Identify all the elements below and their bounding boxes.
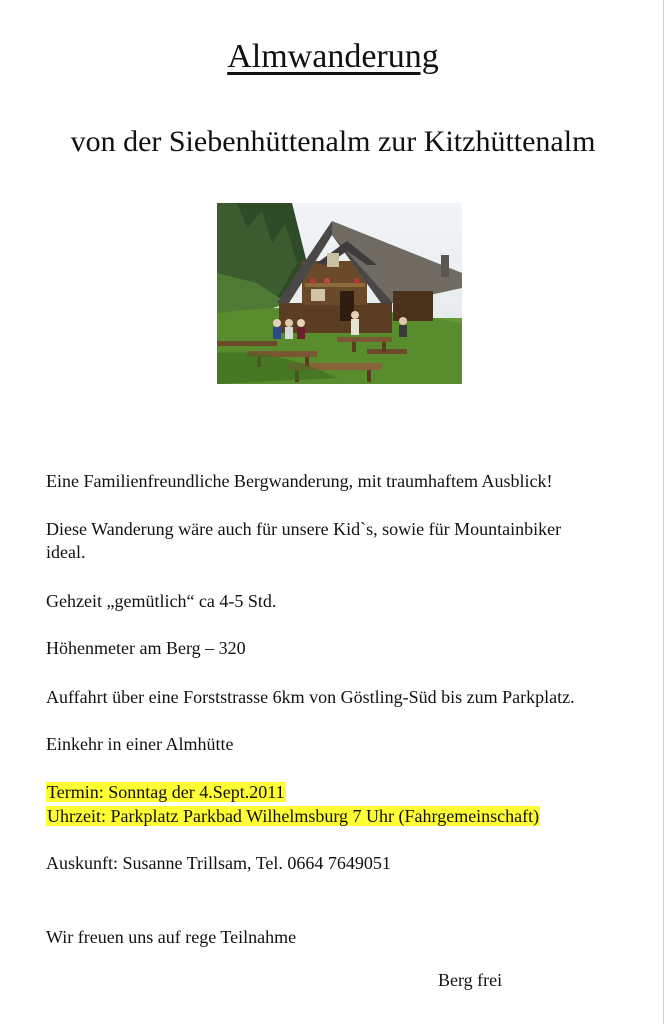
alpine-hut-photo	[217, 203, 462, 384]
page-title: Almwanderung	[227, 38, 439, 75]
kids-text-line-2: ideal.	[46, 542, 86, 562]
signoff-text: Berg frei	[438, 970, 503, 990]
event-date-text	[46, 780, 286, 804]
elevation-text: Höhenmeter am Berg – 320	[46, 638, 246, 658]
meeting-time-text	[46, 804, 540, 828]
meeting-time-highlight: Uhrzeit: Parkplatz Parkbad Wilhelmsburg 7 Uhr (Fahrgemeinschaft)	[47, 806, 540, 826]
page-subtitle: von der Siebenhüttenalm zur Kitzhüttenalm	[70, 125, 596, 158]
contact-info-text: Auskunft: Susanne Trillsam, Tel. 0664 7649051	[46, 853, 391, 873]
intro-text: Eine Familienfreundliche Bergwanderung, mit traumhaftem Ausblick!	[46, 471, 553, 491]
hut-stop-text: Einkehr in einer Almhütte	[46, 734, 234, 754]
closing-text: Wir freuen uns auf rege Teilnahme	[46, 927, 297, 947]
walking-time-text: Gehzeit „gemütlich“ ca 4-5 Std.	[46, 591, 277, 611]
kids-text-line-1: Diese Wanderung wäre auch für unsere Kid`s, sowie für Mountainbiker	[46, 519, 562, 539]
event-date-highlight: Termin: Sonntag der 4.Sept.2011	[47, 782, 285, 802]
access-road-text: Auffahrt über eine Forststrasse 6km von Göstling-Süd bis zum Parkplatz.	[46, 687, 575, 707]
